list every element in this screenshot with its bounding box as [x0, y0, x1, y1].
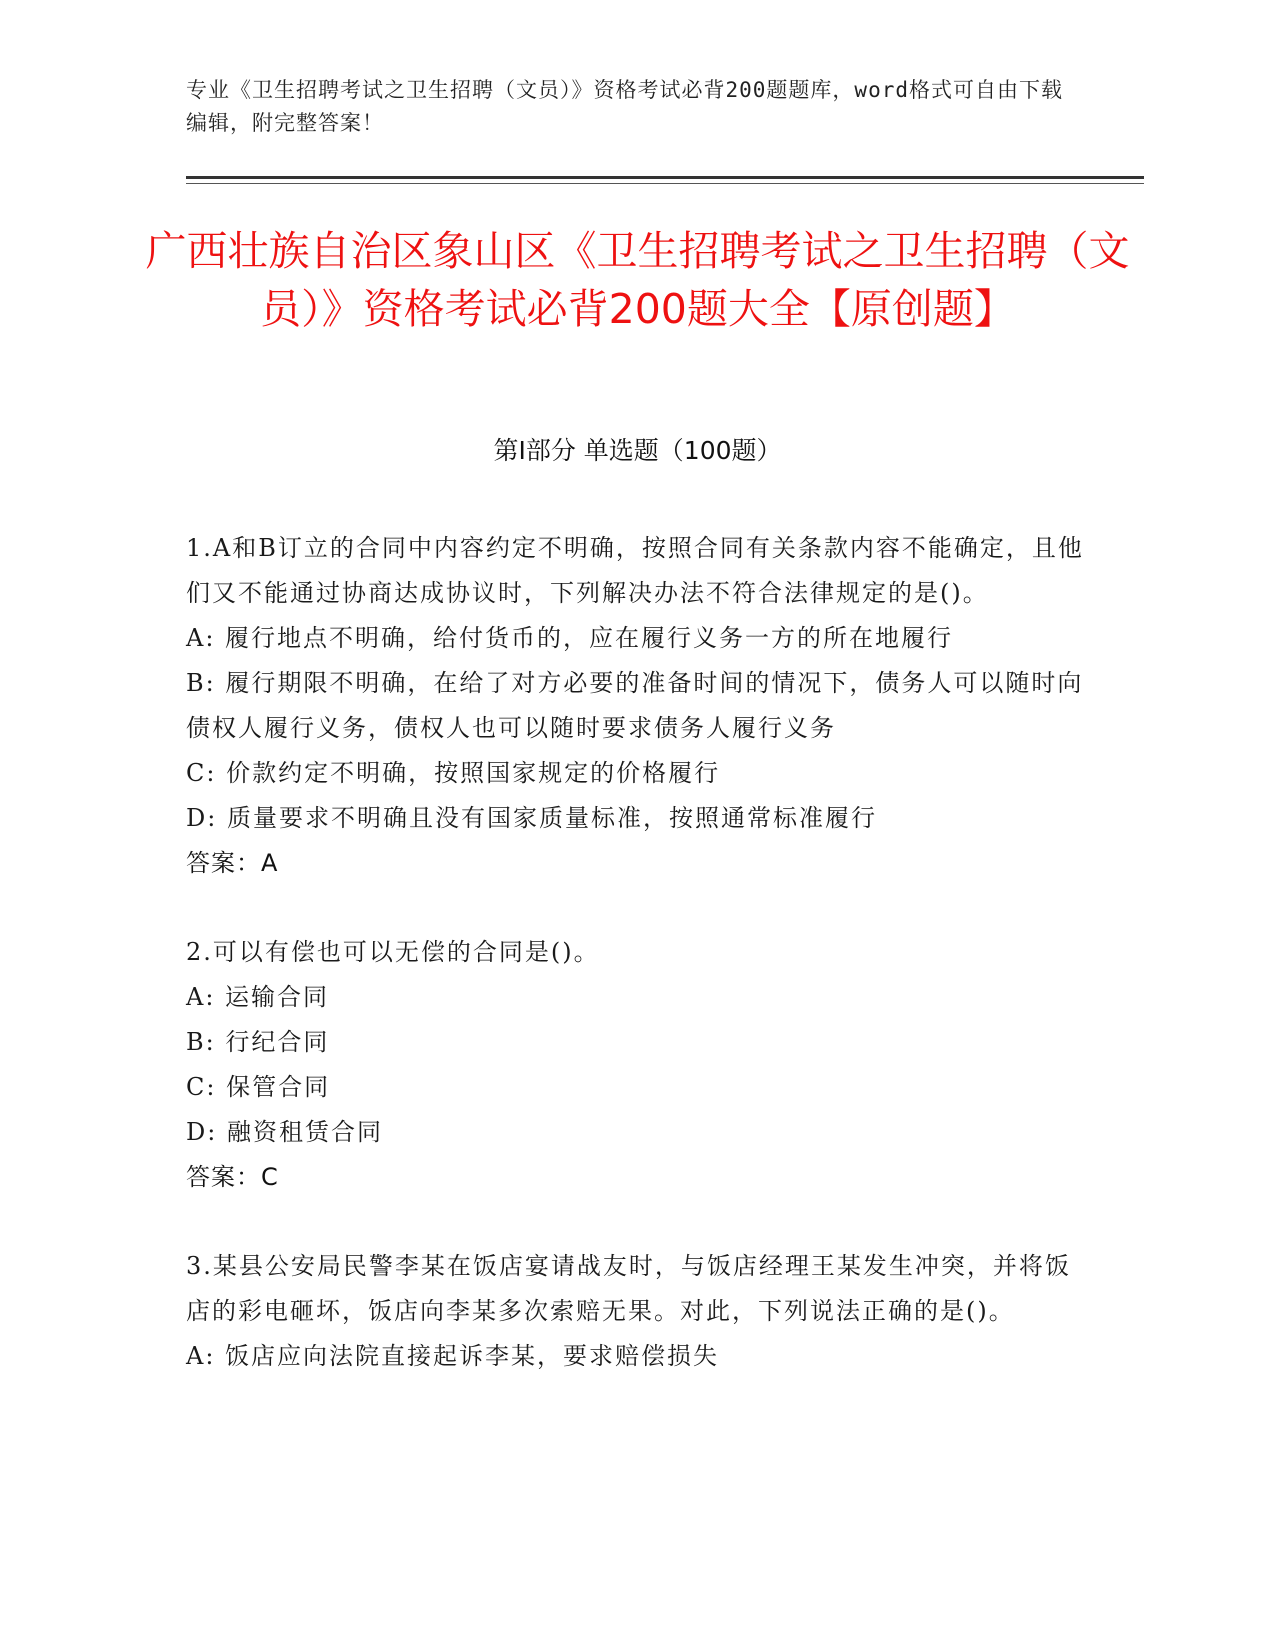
option-d: D: 融资租赁合同: [186, 1118, 383, 1146]
header-note: 专业《卫生招聘考试之卫生招聘（文员）》资格考试必背200题题库，word格式可自由下载编辑，附完整答案！: [186, 78, 1063, 135]
question-stem: 1.A和B订立的合同中内容约定不明确，按照合同有关条款内容不能确定，且他们又不能通过协商达成协议时，下列解决办法不符合法律规定的是()。: [186, 534, 1084, 607]
option-b: B: 行纪合同: [186, 1028, 330, 1056]
question-3: [186, 1244, 1091, 1379]
option-b: B: 履行期限不明确，在给了对方必要的准备时间的情况下，债务人可以随时向债权人履行义务，债权人也可以随时要求债务人履行义务: [186, 669, 1084, 742]
option-c: C: 价款约定不明确，按照国家规定的价格履行: [186, 759, 721, 787]
question-1: [186, 526, 1091, 886]
question-2: [186, 930, 1091, 1200]
section-heading: 第I部分 单选题（100题）: [493, 436, 782, 465]
header-divider-thin: [186, 183, 1144, 184]
document-title: 广西壮族自治区象山区《卫生招聘考试之卫生招聘（文员）》资格考试必背200题大全【原创题】: [145, 227, 1130, 333]
option-d: D: 质量要求不明确且没有国家质量标准，按照通常标准履行: [186, 804, 877, 832]
answer-label: 答案：C: [186, 1163, 279, 1191]
option-c: C: 保管合同: [186, 1073, 331, 1101]
option-a: A: 运输合同: [186, 983, 330, 1011]
option-a: A: 履行地点不明确，给付货币的，应在履行义务一方的所在地履行: [186, 624, 954, 652]
header-divider: [186, 176, 1144, 179]
option-a: A: 饭店应向法院直接起诉李某，要求赔偿损失: [186, 1342, 720, 1370]
question-stem: 2.可以有偿也可以无偿的合同是()。: [186, 938, 600, 966]
question-list: [186, 526, 1091, 1423]
question-stem: 3.某县公安局民警李某在饭店宴请战友时，与饭店经理王某发生冲突，并将饭店的彩电砸坏，饭店向李某多次索赔无果。对此，下列说法正确的是()。: [186, 1252, 1071, 1325]
answer-label: 答案：A: [186, 849, 279, 877]
